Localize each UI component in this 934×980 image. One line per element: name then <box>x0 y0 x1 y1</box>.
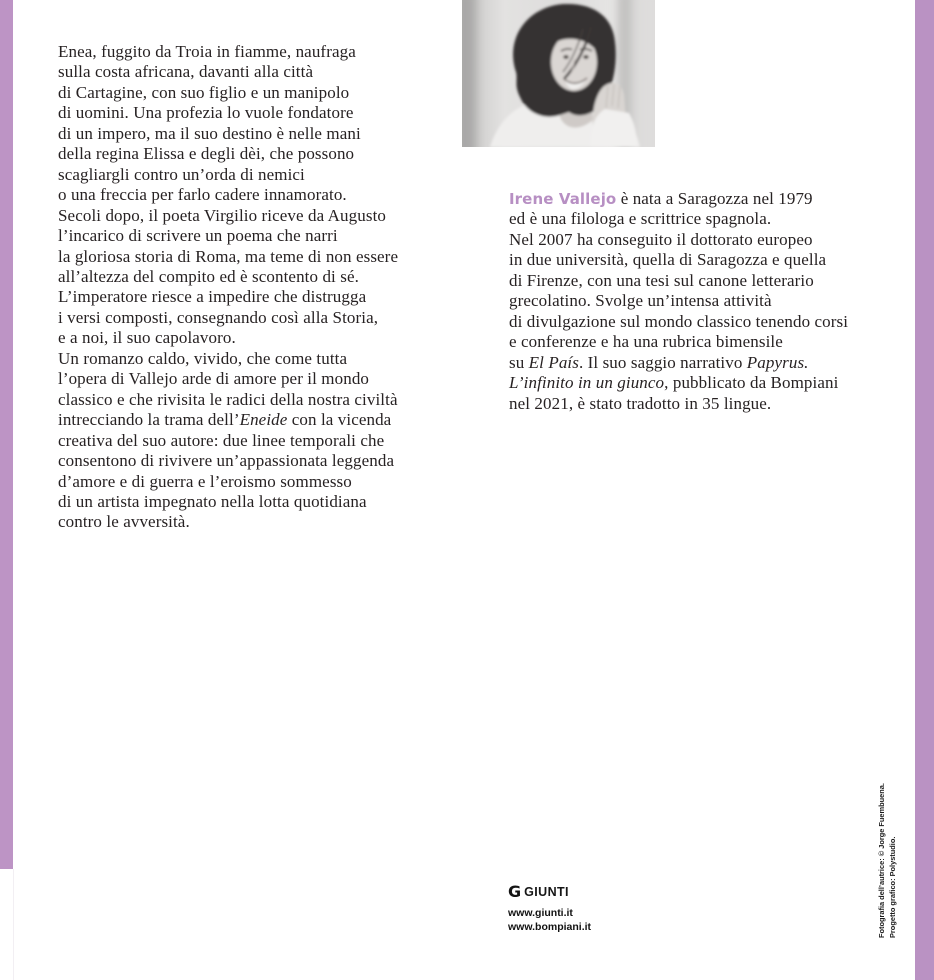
giunti-logo-text: GIUNTI <box>524 885 569 899</box>
fold-line <box>13 869 14 980</box>
right-edge-stripe <box>915 0 934 980</box>
author-photo <box>462 0 655 147</box>
right-eye <box>583 55 588 59</box>
photo-credit: Fotografia dell’autrice: © Jorge Fuembuena. Progetto grafico: Polystudio. <box>877 783 897 938</box>
website-bompiani: www.bompiani.it <box>508 920 592 933</box>
website-giunti: www.giunti.it <box>508 907 573 919</box>
left-eye <box>563 55 568 59</box>
book-synopsis: Enea, fuggito da Troia in fiamme, naufraga sulla costa africana, davanti alla città di Cartagine, con suo figlio e un manipolo di uomini. Una profezia lo vuole fondatore di un impero, ma il suo destino è nelle mani della regina Elissa e degli dèi, che possono scagliargli contro un’orda di nemici o una freccia per farlo cadere innamorato. Secoli dopo, il poeta Virgilio riceve da Augusto l’incarico di scrivere un poema che narri la gloriosa storia di Roma, ma teme di non essere all’altezza del compito ed è scontento di sé. L’imperatore riesce a impedire che distrugga i versi composti, consegnando così alla Storia, e a noi, il suo capolavoro. Un romanzo caldo, vivido, che come tutta l’opera di Vallejo arde di amore per il mondo classico e che rivisita le radici della nostra civiltà intrecciando la trama dell’Eneide con la vicenda creativa del suo autore: due linee temporali che consentono di rivivere un’appassionata leggenda d’amore e di guerra e l’eroismo sommesso di un artista impegnato nella lotta quotidiana contro le avversità. <box>58 42 399 532</box>
giunti-logo <box>508 884 591 900</box>
author-bio: Irene Vallejo è nata a Saragozza nel 1979 ed è una filologa e scrittrice spagnola. Nel 2007 ha conseguito il dottorato europeo in due università, quella di Saragozza e quella di Firenze, con una tesi sul canone letterario grecolatino. Svolge un’intensa attività di divulgazione sul mondo classico tenendo corsi e conferenze e ha una rubrica bimensile su El País. Il suo saggio narrativo Papyrus. L’infinito in un giunco, pubblicato da Bompiani nel 2021, è stato tradotto in 35 lingue. <box>509 189 849 413</box>
publisher-websites <box>508 907 591 934</box>
giunti-g-icon: G <box>508 882 522 901</box>
publisher-block <box>508 884 591 934</box>
left-edge-stripe <box>0 0 13 869</box>
